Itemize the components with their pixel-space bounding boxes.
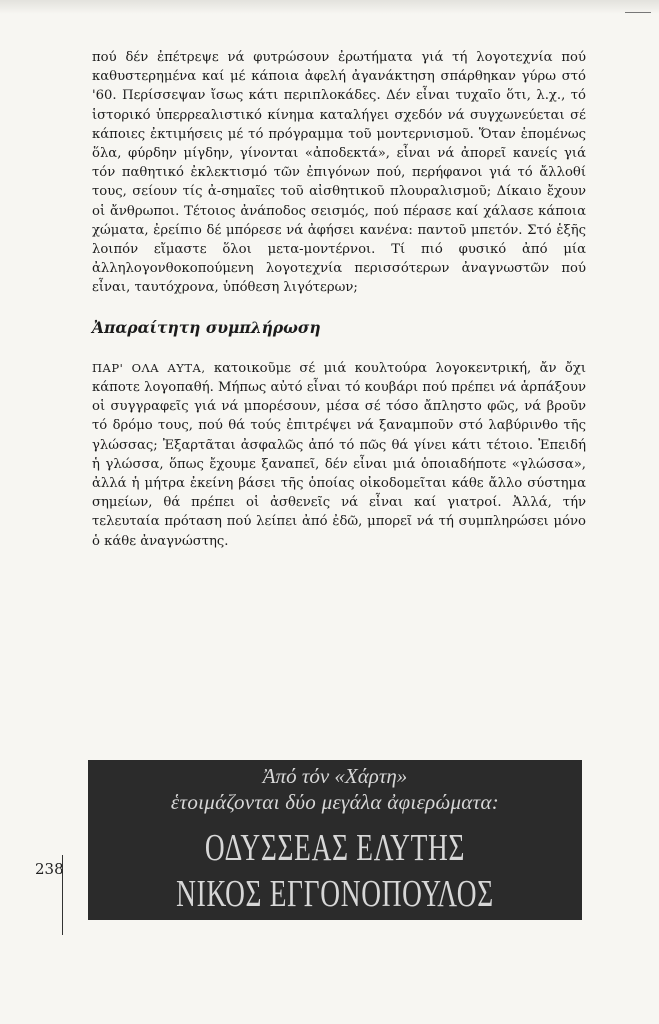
announcement-title-elytis: ΟΔΥΣΣΕΑΣ ΕΛΥΤΗΣ [204, 827, 466, 869]
paragraph-2 [92, 359, 586, 551]
scan-edge [0, 0, 659, 14]
page-number: 238 [35, 860, 64, 878]
article-text [92, 48, 586, 551]
announcement-title-engonopoulos: ΝΙΚΟΣ ΕΓΓΟΝΟΠΟΥΛΟΣ [176, 873, 494, 915]
paragraph-1: πού δέν ἐπέτρεψε νά φυτρώσουν ἐρωτήματα γιά τή λογοτεχνία πού καθυστερημένα καί μέ κάποια ἀφελή ἀγανάκτηση σπάρθηκαν γύρω στό '60. Περίσσεψαν ἴσως κάτι περιπλοκάδες. Δέν εἶναι τυχαῖο ὅτι, λ.χ., τό ἱστορικό ὑπερρεαλιστικό κίνημα καταλήγει σχεδόν νά συγχωνεύεται σέ κάποιες ἐκτιμήσεις μέ τό πρόγραμμα τοῦ μοντερνισμοῦ. Ὅταν ἑπομένως ὅλα, φύρδην μίγδην, γίνονται «ἀποδεκτά», εἶναι νά ἀπορεῖ κανείς γιά τόν παθητικό ἐκλεκτισμό τῶν ἐπιγόνων πού, περήφανοι γιά τό ἄλλοθί τους, σείουν τίς ἀ-σημαῖες τοῦ αἰσθητικοῦ πλουραλισμοῦ; Δίκαιο ἔχουν οἱ ἄνθρωποι. Τέτοιος ἀνάποδος σεισμός, πού πέρασε καί χάλασε κάποια χώματα, ἐρείπιο δέ μπόρεσε νά ἀφήσει κανένα: παντοῦ μπετόν. Στό ἑξῆς λοιπόν εἴμαστε ὅλοι μετα-μοντέρνοι. Τί πιό φυσικό ἀπό μία ἀλληλογονθοκοπούμενη λογοτεχνία περισσότερων ἀναγνωστῶν πού εἶναι, ταυτόχρονα, ὑπόθεση λιγότερων; [92, 50, 586, 296]
announcement-box [88, 760, 582, 920]
announcement-line-1: Ἀπό τόν «Χάρτη» [262, 764, 408, 788]
paragraph-2-lead: ΠΑΡ' ΟΛΑ ΑΥΤΑ, [92, 360, 206, 375]
paragraph-2-text: κατοικοῦμε σέ μιά κουλτούρα λογοκεντρική, ἄν ὄχι κάποτε λογοπαθή. Μήπως αὐτό εἶναι τό κουβάρι πού πρέπει νά ἁρπάξουν οἱ συγγραφεῖς γιά νά μπορέσουν, μέσα σέ τόσο ἄπληστο φῶς, νά βροῦν τό δρόμο τους, πού θά τούς ἐπιτρέψει νά ξαναμποῦν στό λαβύρινθο τῆς γλώσσας; Ἐξαρτᾶται ἀσφαλῶς ἀπό τό πῶς θά γίνει κάτι τέτοιο. Ἐπειδή ἡ γλώσσα, ὅπως ἔχουμε ξαναπεῖ, δέν εἶναι μιά ὁποιαδήποτε «γλώσσα», ἀλλά ἡ μήτρα ἐκείνη βάσει τῆς ὁποίας οἰκοδομεῖται κάθε ἄλλο σύστημα σημείων, θά πρέπει οἱ ἀσθενεῖς νά εἶναι καί γιατροί. Ἀλλά, τήν τελευταία πρόταση πού λείπει ἀπό ἐδῶ, μπορεῖ νά τή συμπληρώσει μόνο ὁ κάθε ἀναγνώστης. [92, 360, 587, 549]
top-mark [625, 12, 651, 13]
section-heading: Ἀπαραίτητη συμπλήρωση [92, 317, 321, 337]
announcement-line-2: ἑτοιμάζονται δύο μεγάλα ἀφιερώματα: [170, 790, 500, 814]
